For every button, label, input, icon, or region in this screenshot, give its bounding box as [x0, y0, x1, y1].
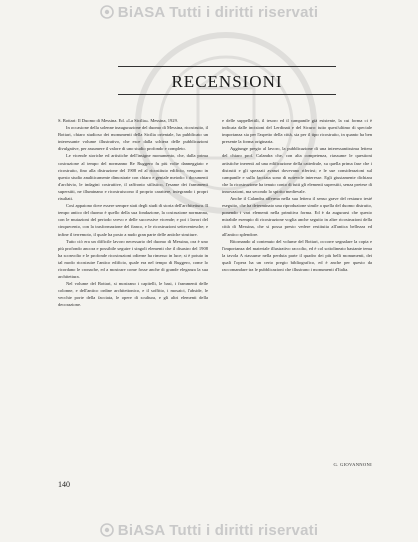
biasa-logo-icon — [100, 523, 114, 537]
page-number: 140 — [58, 480, 70, 489]
title-rule-bottom — [118, 94, 336, 95]
watermark-text: BiASA Tutti i diritti riservati — [117, 521, 319, 539]
page-title: RECENSIONI — [171, 72, 283, 91]
paragraph: Anche il Calandra afferma nella sua lettera il senso grave del restauro testé eseguito, che ha determinato una riproduzione simile a quella del duomo distrutto, ponendo i vari elementi nella primitiva forma. Ed è da augurarsi che questo mirabile esempio di ricostruzione voglia anche seguito in altre ricostruzioni della città di Messina, che si possa presto vedere restituita all'antica bellezza ed all'antico splendore. — [222, 196, 372, 237]
paragraph: Nel volume del Bottari, si mostrano i capitelli, le basi, i frammenti delle colonne, e dell'antico ordine architettonico, e il soffitto, i mosaici, l'abside, le vecchie porte della facciata, le opere di scultura, e gli altri elementi della decorazione. — [58, 281, 208, 308]
paragraph: Così appaiono dove essere sempre stati degli studi di storia dell'architettura. Il tempo antico del duomo è quello della sua fondazione, la costruzione normanna, con le mutazioni del periodo svevo e delle successive vicende; e poi i lavori del cinquecento, con la trasformazione del fianco, e le ricostruzioni settecentesche; e infine il terremoto, il quale ha posto a nudo gran parte delle antiche strutture. — [58, 203, 208, 237]
watermark-top — [0, 0, 418, 24]
paragraph: In occasione della solenne inaugurazione del duomo di Messina, ricostruito, il Bottari, chiaro studioso dei monumenti della Sicilia orientale, ha pubblicato un interessante volume illustrativo, che esce dalla schiera delle pubblicazioni divulgative, per assumere il valore di uno studio profondo e completo. — [58, 125, 208, 152]
title-rule-top — [118, 66, 336, 67]
watermark-text: BiASA Tutti i diritti riservati — [117, 3, 319, 21]
paragraph: e delle suppellettili, il tesoro ed il campanile già esistente, la cui forma ci è indicata dalle incisioni del Lerdinati e del Sicuro: tutto quest'ultimo di speciale importanza sia per l'aspetto della città, sia per il tipo ricostruito, in quanto ha ben presente la forma originaria. — [222, 118, 372, 145]
author-signature: G. GIOVANNONI — [333, 462, 372, 467]
paragraph: Tutto ciò era un difficile lavoro necessario del duomo di Messina, ora è uno più profondo ancora e possibile seguire i singoli elementi che il disastro del 1908 ha sconvolto e le profonde ricostruzioni odierne ha rimesso in luce; si è potuto in tal modo ricostruire l'antico edificio, quale era nel tempo di Ruggero, come lo ricordano le cronache, ed a mostrare come fosse anche di grande eleganza la sua architettura. — [58, 238, 208, 280]
watermark-bottom — [0, 518, 418, 542]
left-text-column — [58, 117, 208, 309]
paragraph: Aggiunge pregio al lavoro, la pubblicazione di una interessantissima lettera del chiaro prof. Calandra che, con alta competenza, riassume le questioni artistiche inerenti ad una edificazione della cattedrale, su quella prima fase che i distrutti e gli spezzati avanzi dovevano riferirsi; e le sue considerazioni sul campanile e sulla facciata sono di notevole interesse. Egli giustamente dichiara che la ricostruzione ha tenuto conto di tutti gli elementi superstiti, senza pretese di innovazioni, ma secondo lo spirito medievale. — [222, 146, 372, 194]
review-citation: S. Bottari: Il Duomo di Messina. Ed. «La Sicilia». Messina, 1929. — [58, 118, 178, 123]
right-text-column — [222, 117, 372, 273]
paragraph: Ritornando al contenuto del volume del Bottari, occorre segnalare la copia e l'importanza del materiale illustrativo raccolto, ed è col sottolineato bastante tema la tavola A riassume nella perduta parte il quadro dei più belli monumenti, dei quali l'opera ha un certo pregio bibliografico, ed è anche per questo da raccomandare tra le pubblicazioni che illustrano i monumenti d'Italia. — [222, 238, 372, 272]
paragraph: Le vicende storiche ed artistiche dell'insigne monumento, che, dalla prima costruzione al tempo del normanno Re Ruggero fu più volte danneggiato e ricostruito, fino alla distruzione del 1908 ed al ricostituto edificio, vengono in questo studio analiticamente dimostrate con chiaro e geniale metodo: i documenti d'archivio, le indagini costruttive, il raffronto stilistico, l'esame dei frammenti superstiti, ne illuminano e ricostruiscono il proprio carattere, integrando i propri risultati. — [58, 153, 208, 202]
biasa-logo-icon — [100, 5, 114, 19]
